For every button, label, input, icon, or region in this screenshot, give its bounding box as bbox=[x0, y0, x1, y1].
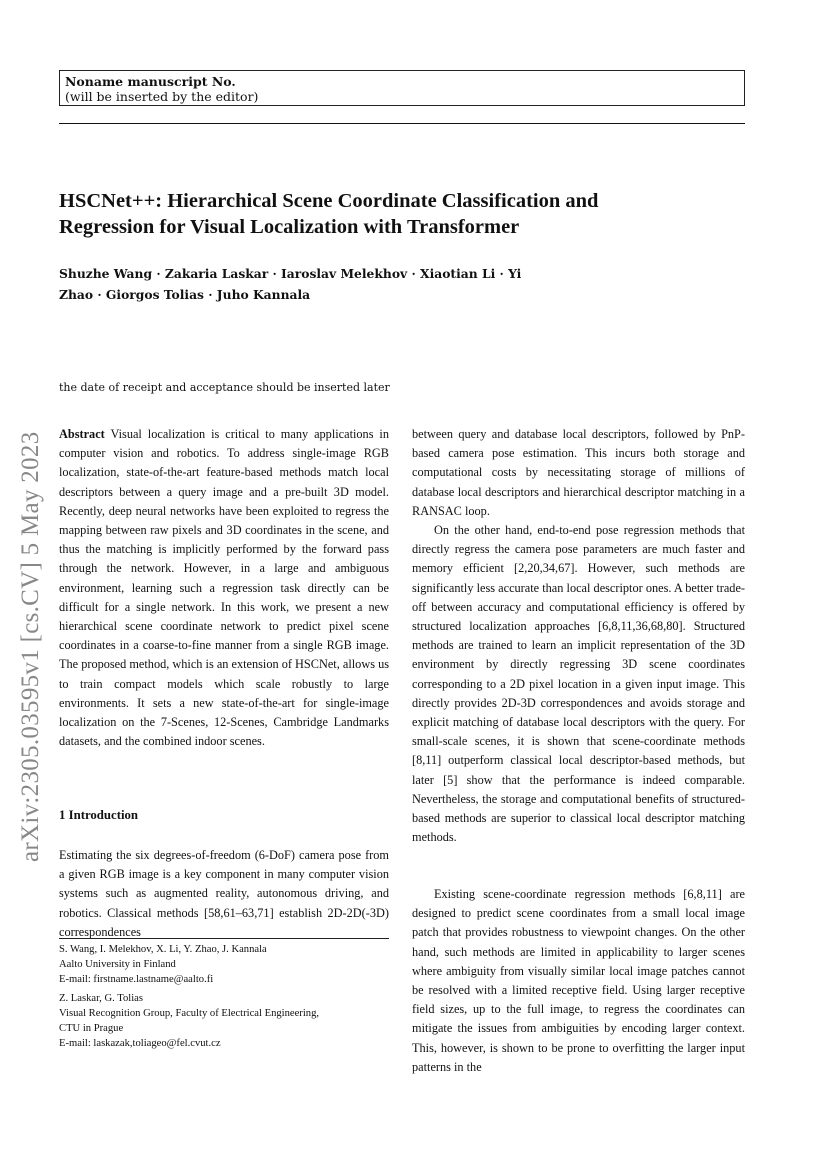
affiliation-line: Z. Laskar, G. Tolias bbox=[59, 993, 143, 1004]
abstract bbox=[59, 425, 389, 751]
authors-line-2: Zhao · Giorgos Tolias · Juho Kannala bbox=[59, 287, 311, 302]
affiliation-line: Visual Recognition Group, Faculty of Electrical Engineering, bbox=[59, 1008, 320, 1019]
author-list bbox=[59, 263, 579, 305]
affiliation-ctu bbox=[59, 991, 399, 1051]
affiliation-line: S. Wang, I. Melekhov, X. Li, Y. Zhao, J. Kannala bbox=[59, 944, 267, 955]
abstract-heading: Abstract bbox=[59, 427, 105, 441]
arxiv-stamp: arXiv:2305.03595v1 [cs.CV] 5 May 2023 bbox=[17, 431, 44, 862]
abstract-text: Visual localization is critical to many applications in computer vision and robotics. To address single-image RGB localization, state-of-the-art feature-based methods match local descriptors between a query image and a pre-built 3D model. Recently, deep neural networks have been exploited to regress the mapping between raw pixels and 3D coordinates in the scene, and thus the matching is implicitly performed by the forward pass through the network. However, in a large and ambiguous environment, learning such a regression task directly can be difficult for a single network. In this work, we present a new hierarchical scene coordinate network to predict pixel scene coordinates in a coarse-to-fine manner from a single RGB image. The proposed method, which is an extension of HSCNet, allows us to train compact models which scale robustly to large environments. It sets a new state-of-the-art for single-image localization on the 7-Scenes, 12-Scenes, Cambridge Landmarks datasets, and the combined indoor scenes. bbox=[59, 427, 389, 749]
intro-paragraph: Estimating the six degrees-of-freedom (6-DoF) camera pose from a given RGB image is a key component in many computer vision systems such as augmented reality, autonomous driving, and robotics. Classical methods [58,61–63,71] establish 2D-2D(-3D) correspondences bbox=[59, 848, 389, 939]
affiliation-aalto bbox=[59, 942, 399, 987]
editor-note: (will be inserted by the editor) bbox=[65, 89, 259, 104]
affiliation-line: Aalto University in Finland bbox=[59, 959, 176, 970]
paper-title bbox=[59, 188, 759, 240]
editor-box bbox=[59, 70, 745, 106]
right-paragraph-2: On the other hand, end-to-end pose regression methods that directly regress the camera pose parameters are much faster and memory efficient [2,20,34,67]. However, such methods are significantly less accurate than local descriptor ones. A better trade-off between accuracy and computational efficiency is offered by structured localization approaches [6,8,11,36,68,80]. Structured methods are trained to learn an implicit representation of the 3D environment by directly regressing 3D scene coordinates corresponding to a 2D pixel location in a given input image. This directly provides 2D-3D correspondences and avoids storage and explicit matching of database local descriptors with the query. For small-scale scenes, it is shown that scene-coordinate methods [8,11] outperform classical local descriptor-based methods, but later [5] show that the performance is indeed comparable. Nevertheless, the storage and computational benefits of structured-based methods are superior to classical local descriptor matching methods. bbox=[412, 523, 745, 845]
dates-line: the date of receipt and acceptance should be inserted later bbox=[59, 381, 390, 394]
right-paragraph-3: Existing scene-coordinate regression methods [6,8,11] are designed to predict scene coordinates from a small local image patch that provides robustness to viewpoint changes. On the other hand, such methods are limited in applicability to larger scenes where ambiguity from visually similar local image patches cannot be resolved with a limited receptive field. Using larger receptive field sizes, up to the full image, to regress the coordinates can mitigate the issues from ambiguities by encoding larger context. This, however, is shown to be prone to overfitting the larger input patterns in the bbox=[412, 887, 745, 1074]
title-line-2: Regression for Visual Localization with Transformer bbox=[59, 216, 520, 238]
authors-line-1: Shuzhe Wang · Zakaria Laskar · Iaroslav Melekhov · Xiaotian Li · Yi bbox=[59, 266, 522, 281]
footnote-rule bbox=[59, 938, 389, 939]
manuscript-number: Noname manuscript No. bbox=[65, 74, 236, 89]
affiliation-line: E-mail: laskazak,toliageo@fel.cvut.cz bbox=[59, 1038, 221, 1049]
affiliation-line: CTU in Prague bbox=[59, 1023, 124, 1034]
title-line-1: HSCNet++: Hierarchical Scene Coordinate Classification and bbox=[59, 190, 599, 212]
header-rule bbox=[59, 123, 745, 124]
right-paragraph-1: between query and database local descriptors, followed by PnP-based camera pose estimation. This incurs both storage and computational costs by necessitating storage of millions of database local descriptors and hierarchical descriptor matching in a RANSAC loop. bbox=[412, 427, 745, 518]
section-heading-introduction: 1 Introduction bbox=[59, 808, 139, 822]
affiliation-line: E-mail: firstname.lastname@aalto.fi bbox=[59, 974, 214, 985]
